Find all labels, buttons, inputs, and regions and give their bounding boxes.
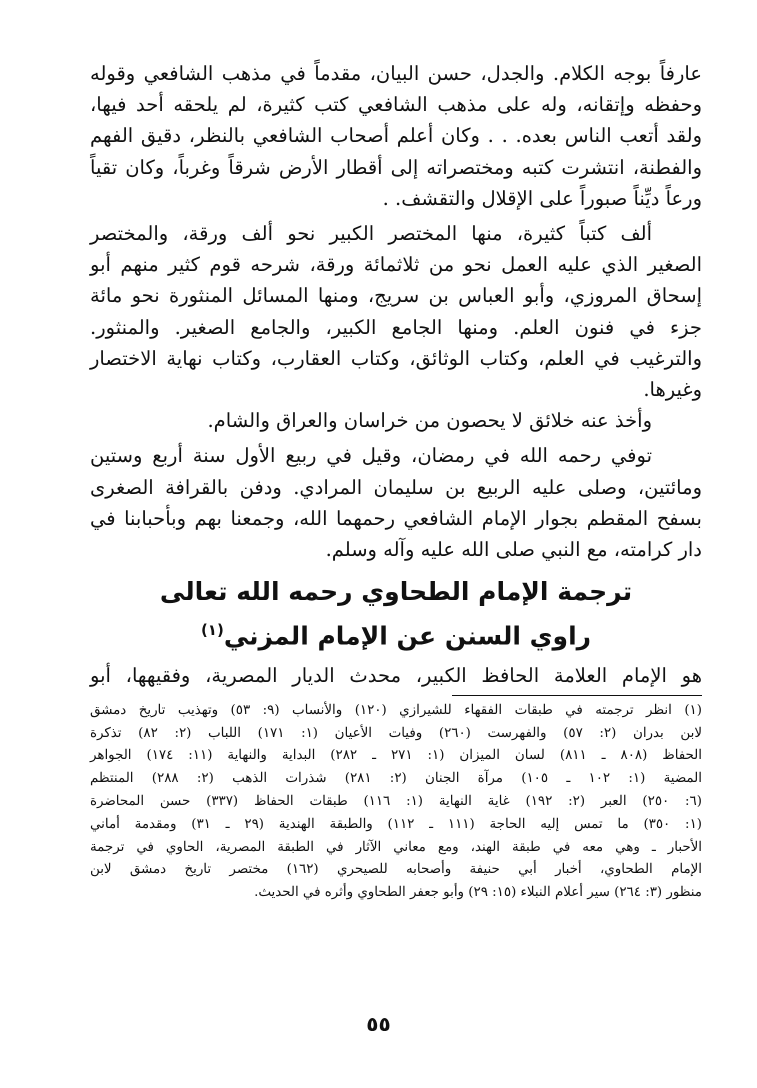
paragraph-3 — [90, 405, 702, 436]
text-line: ولقد أتعب الناس بعده. . . وكان أعلم أصحاب الشافعي بالنظر، دقيق الفهم — [90, 124, 702, 148]
text-line: دار كرامته، مع النبي صلى الله عليه وآله وسلم. — [325, 538, 702, 562]
footnote-line: الأحبار ـ وهي معه في طبقة الهند، ومع معاني الآثار في الطبقة المصرية، الحاوي في ترجمة — [90, 839, 702, 855]
footnote-marker: (١) — [200, 621, 224, 640]
text-line: وحفظه وإتقانه، وله على مذهب الشافعي كتب كثيرة، لم يلحقه أحد فيها، — [90, 93, 702, 117]
text-line: ألف كتباً كثيرة، منها المختصر الكبير نحو ألف ورقة، والمختصر — [90, 222, 652, 246]
text-line: الصغير الذي عليه العمل نحو من ثلاثمائة ورقة، شرحه قوم كثير منهم أبو — [90, 253, 702, 277]
footnote-line: الإمام الطحاوي، أخبار أبي حنيفة وأصحابه للصيحري (١٦٢) مختصر تاريخ دمشق لابن — [90, 862, 702, 878]
text-line: ومائتين، وصلى عليه الربيع بن سليمان المرادي. ودفن بالقرافة الصغرى — [90, 475, 702, 499]
footnote-line: منظور (٣: ٢٦٤) سير أعلام النبلاء (١٥: ٢٩) وأبو جعفر الطحاوي وأثره في الحديث. — [254, 885, 702, 901]
intro-paragraph — [90, 660, 702, 691]
text-line: توفي رحمه الله في رمضان، وقيل في ربيع الأول سنة أربع وستين — [90, 444, 652, 468]
text-line: إسحاق المروزي، وأبو العباس بن سريج، ومنها المسائل المنثورة نحو مائة — [90, 284, 702, 308]
text-line: والفطنة، انتشرت كتبه ومختصراته إلى أقطار الأرض شرقاً وغرباً، وكان تقياً — [90, 155, 702, 179]
footnote-line: (١: ٣٥٠) ما تمس إليه الحاجة (١١١ ـ ١١٢) والطبقة الهندية (٢٩ ـ ٣١) ومقدمة أماني — [90, 816, 702, 832]
text-line: وأخذ عنه خلائق لا يحصون من خراسان والعراق والشام. — [207, 409, 652, 433]
text-line: والترغيب في العلم، وكتاب الوثائق، وكتاب العقارب، وكتاب نهاية الاختصار — [90, 346, 702, 370]
footnote — [90, 700, 702, 905]
heading-line-1: ترجمة الإمام الطحاوي رحمه الله تعالى — [159, 577, 633, 607]
page-number: ٥٥ — [366, 1012, 391, 1036]
paragraph-4 — [90, 440, 702, 565]
heading-line-2 — [90, 611, 702, 655]
footnote-line: المضية (١: ١٠٢ ـ ١٠٥) مرآة الجنان (٢: ٢٨١) شذرات الذهب (٢: ٢٨٨) المنتظم — [90, 771, 702, 787]
text-line: بسفح المقطم بجوار الإمام الشافعي رحمهما الله، وجمعنا بهم وبأحبابنا في — [90, 506, 702, 530]
footnote-line: لابن بدران (٢: ٥٧) والفهرست (٢٦٠) وفيات الأعيان (١: ١٧١) اللباب (٢: ٨٢) تذكرة — [90, 725, 702, 741]
footnote-line: (٦: ٢٥٠) العبر (٢: ١٩٢) غاية النهاية (١: ١١٦) طبقات الحفاظ (٣٣٧) حسن المحاضرة — [90, 793, 702, 809]
text-line: عارفاً بوجه الكلام. والجدل، حسن البيان، مقدماً في مذهب الشافعي وقوله — [90, 62, 702, 85]
text-line: جزء في فنون العلم. ومنها الجامع الكبير، والجامع الصغير. والمنثور. — [90, 315, 702, 339]
footnote-line: (١) انظر ترجمته في طبقات الفقهاء للشيرازي (١٢٠) والأنساب (٩: ٥٣) وتهذيب تاريخ دمشق — [90, 702, 702, 718]
page-body — [90, 58, 702, 905]
text-line: وغيرها. — [643, 378, 702, 402]
paragraph-2 — [90, 218, 702, 405]
footnote-separator — [452, 695, 702, 696]
heading-line-2-text: راوي السنن عن الإمام المزني — [223, 621, 592, 651]
text-line: ورعاً ديِّناً صبوراً على الإقلال والتقشف. . — [382, 186, 702, 210]
paragraph-1 — [90, 58, 702, 214]
footnote-line: الحفاظ (٨٠٨ ـ ٨١١) لسان الميزان (١: ٢٧١ ـ ٢٨٢) البداية والنهاية (١١: ١٧٤) الجواهر — [90, 748, 702, 764]
text-line: هو الإمام العلامة الحافظ الكبير، محدث الديار المصرية، وفقيهها، أبو — [90, 663, 702, 687]
section-heading — [90, 573, 702, 655]
